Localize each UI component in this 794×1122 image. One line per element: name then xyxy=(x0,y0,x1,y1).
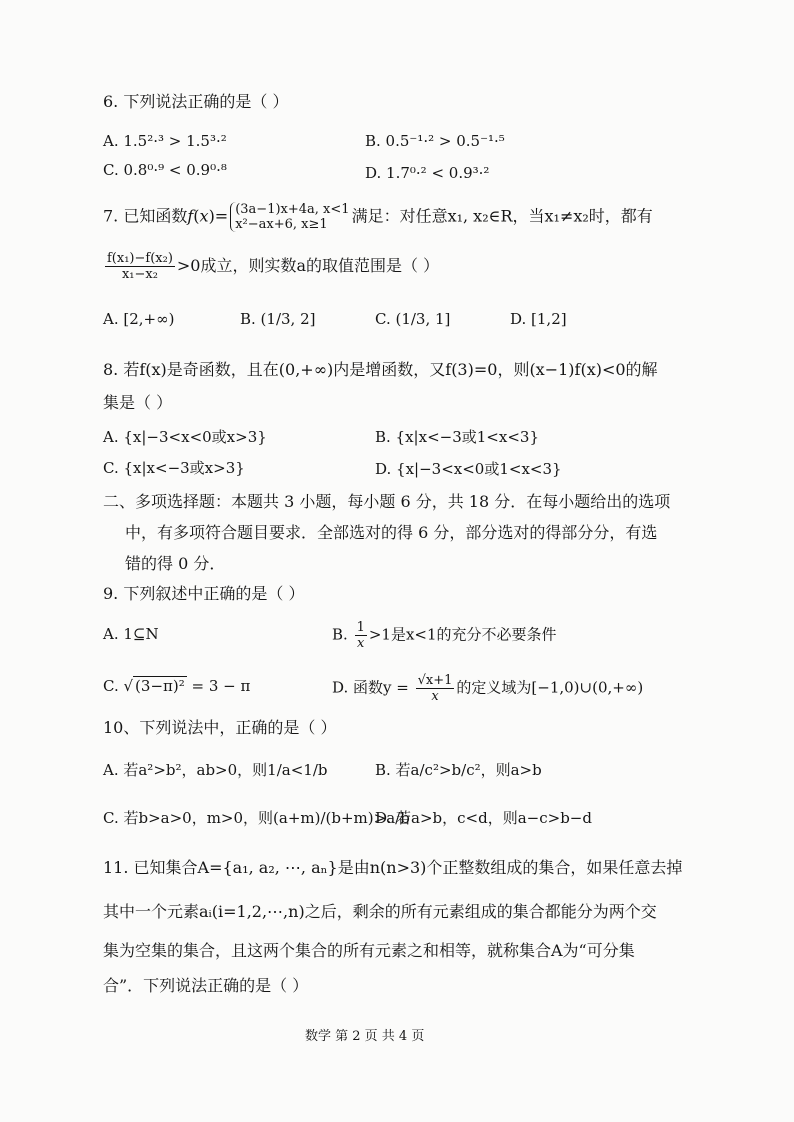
q10-stem: 10、下列说法中，正确的是（ ） xyxy=(103,718,337,737)
q7-fraction: $\frac{\text{f(x₁)−f(x₂)}}{\text{x₁−x₂}}$ xyxy=(107,251,173,282)
q8-option-c: C. {x|x<−3或x>3} xyxy=(103,459,245,477)
q6-option-b: B. 0.5⁻¹·² > 0.5⁻¹·⁵ xyxy=(365,132,505,150)
q9-option-c: C. √ (3−π)² = 3 − π xyxy=(103,677,251,695)
q10-option-d: D. 若a>b，c<d，则a−c>b−d xyxy=(375,809,592,827)
q7-option-b: B. (1/3, 2] xyxy=(240,310,316,328)
q6-option-a: A. 1.5²·³ > 1.5³·² xyxy=(103,132,227,150)
q7-stem-line2: $\frac{\text{f(x₁)−f(x₂)}}{\text{x₁−x₂}}$ >0成立，则实数a的取值范围是（ ） xyxy=(107,251,440,282)
q11-line1: 11. 已知集合A={a₁, a₂, ⋯, aₙ}是由n(n>3)个正整数组成的集合，如果任意去掉 xyxy=(103,858,683,877)
section2-heading-line2: 中，有多项符合题目要求．全部选对的得 6 分，部分选对的得部分分，有选 xyxy=(125,523,658,542)
page-footer: 数学 第 2 页 共 4 页 xyxy=(305,1029,425,1044)
q11-line2: 其中一个元素aᵢ(i=1,2,⋯,n)之后，剩余的所有元素组成的集合都能分为两个交 xyxy=(103,902,657,921)
q11-line3: 集为空集的集合，且这两个集合的所有元素之和相等，就称集合A为“可分集 xyxy=(103,941,635,960)
q6-stem: 6. 下列说法正确的是（ ） xyxy=(103,92,289,111)
q8-option-d: D. {x|−3<x<0或1<x<3} xyxy=(375,460,562,478)
section2-heading-line1: 二、多项选择题：本题共 3 小题，每小题 6 分，共 18 分．在每小题给出的选项 xyxy=(103,492,671,511)
q9-option-b: B. $\frac{1}{x}$ >1是x<1的充分不必要条件 xyxy=(332,620,557,651)
q10-option-a: A. 若a²>b²，ab>0，则1/a<1/b xyxy=(103,761,328,779)
q7-option-d: D. [1,2] xyxy=(510,310,567,328)
q7-option-a: A. [2,+∞) xyxy=(103,310,175,328)
q7-option-c: C. (1/3, 1] xyxy=(375,310,451,328)
q8-stem-line2: 集是（ ） xyxy=(103,393,173,412)
q9-option-d: D. 函数y = $\frac{√x+1}{x}$ 的定义域为[−1,0)∪(0,+∞) xyxy=(332,673,644,704)
section2-heading-line3: 错的得 0 分． xyxy=(125,554,226,573)
q7-stem-line1: 7. 已知函数f(x)= (3a−1)x+4a, x<1 x²−ax+6, x≥1 满足：对任意x₁, x₂∈R，当x₁≠x₂时，都有 xyxy=(103,202,653,232)
q8-option-b: B. {x|x<−3或1<x<3} xyxy=(375,428,539,446)
q6-option-d: D. 1.7⁰·² < 0.9³·² xyxy=(365,164,490,182)
q10-option-c: C. 若b>a>0，m>0，则(a+m)/(b+m)>a/b xyxy=(103,809,410,827)
q9-option-a: A. 1⊆N xyxy=(103,625,159,643)
q8-stem-line1: 8. 若f(x)是奇函数，且在(0,+∞)内是增函数，又f(3)=0，则(x−1)f(x)<0的解 xyxy=(103,360,658,379)
q9-stem: 9. 下列叙述中正确的是（ ） xyxy=(103,584,305,603)
q8-option-a: A. {x|−3<x<0或x>3} xyxy=(103,428,267,446)
q11-line4: 合”．下列说法正确的是（ ） xyxy=(103,976,309,995)
q7-piecewise: (3a−1)x+4a, x<1 x²−ax+6, x≥1 xyxy=(230,202,349,232)
q10-option-b: B. 若a/c²>b/c²，则a>b xyxy=(375,761,542,779)
q6-option-c: C. 0.8⁰·⁹ < 0.9⁰·⁸ xyxy=(103,161,227,179)
